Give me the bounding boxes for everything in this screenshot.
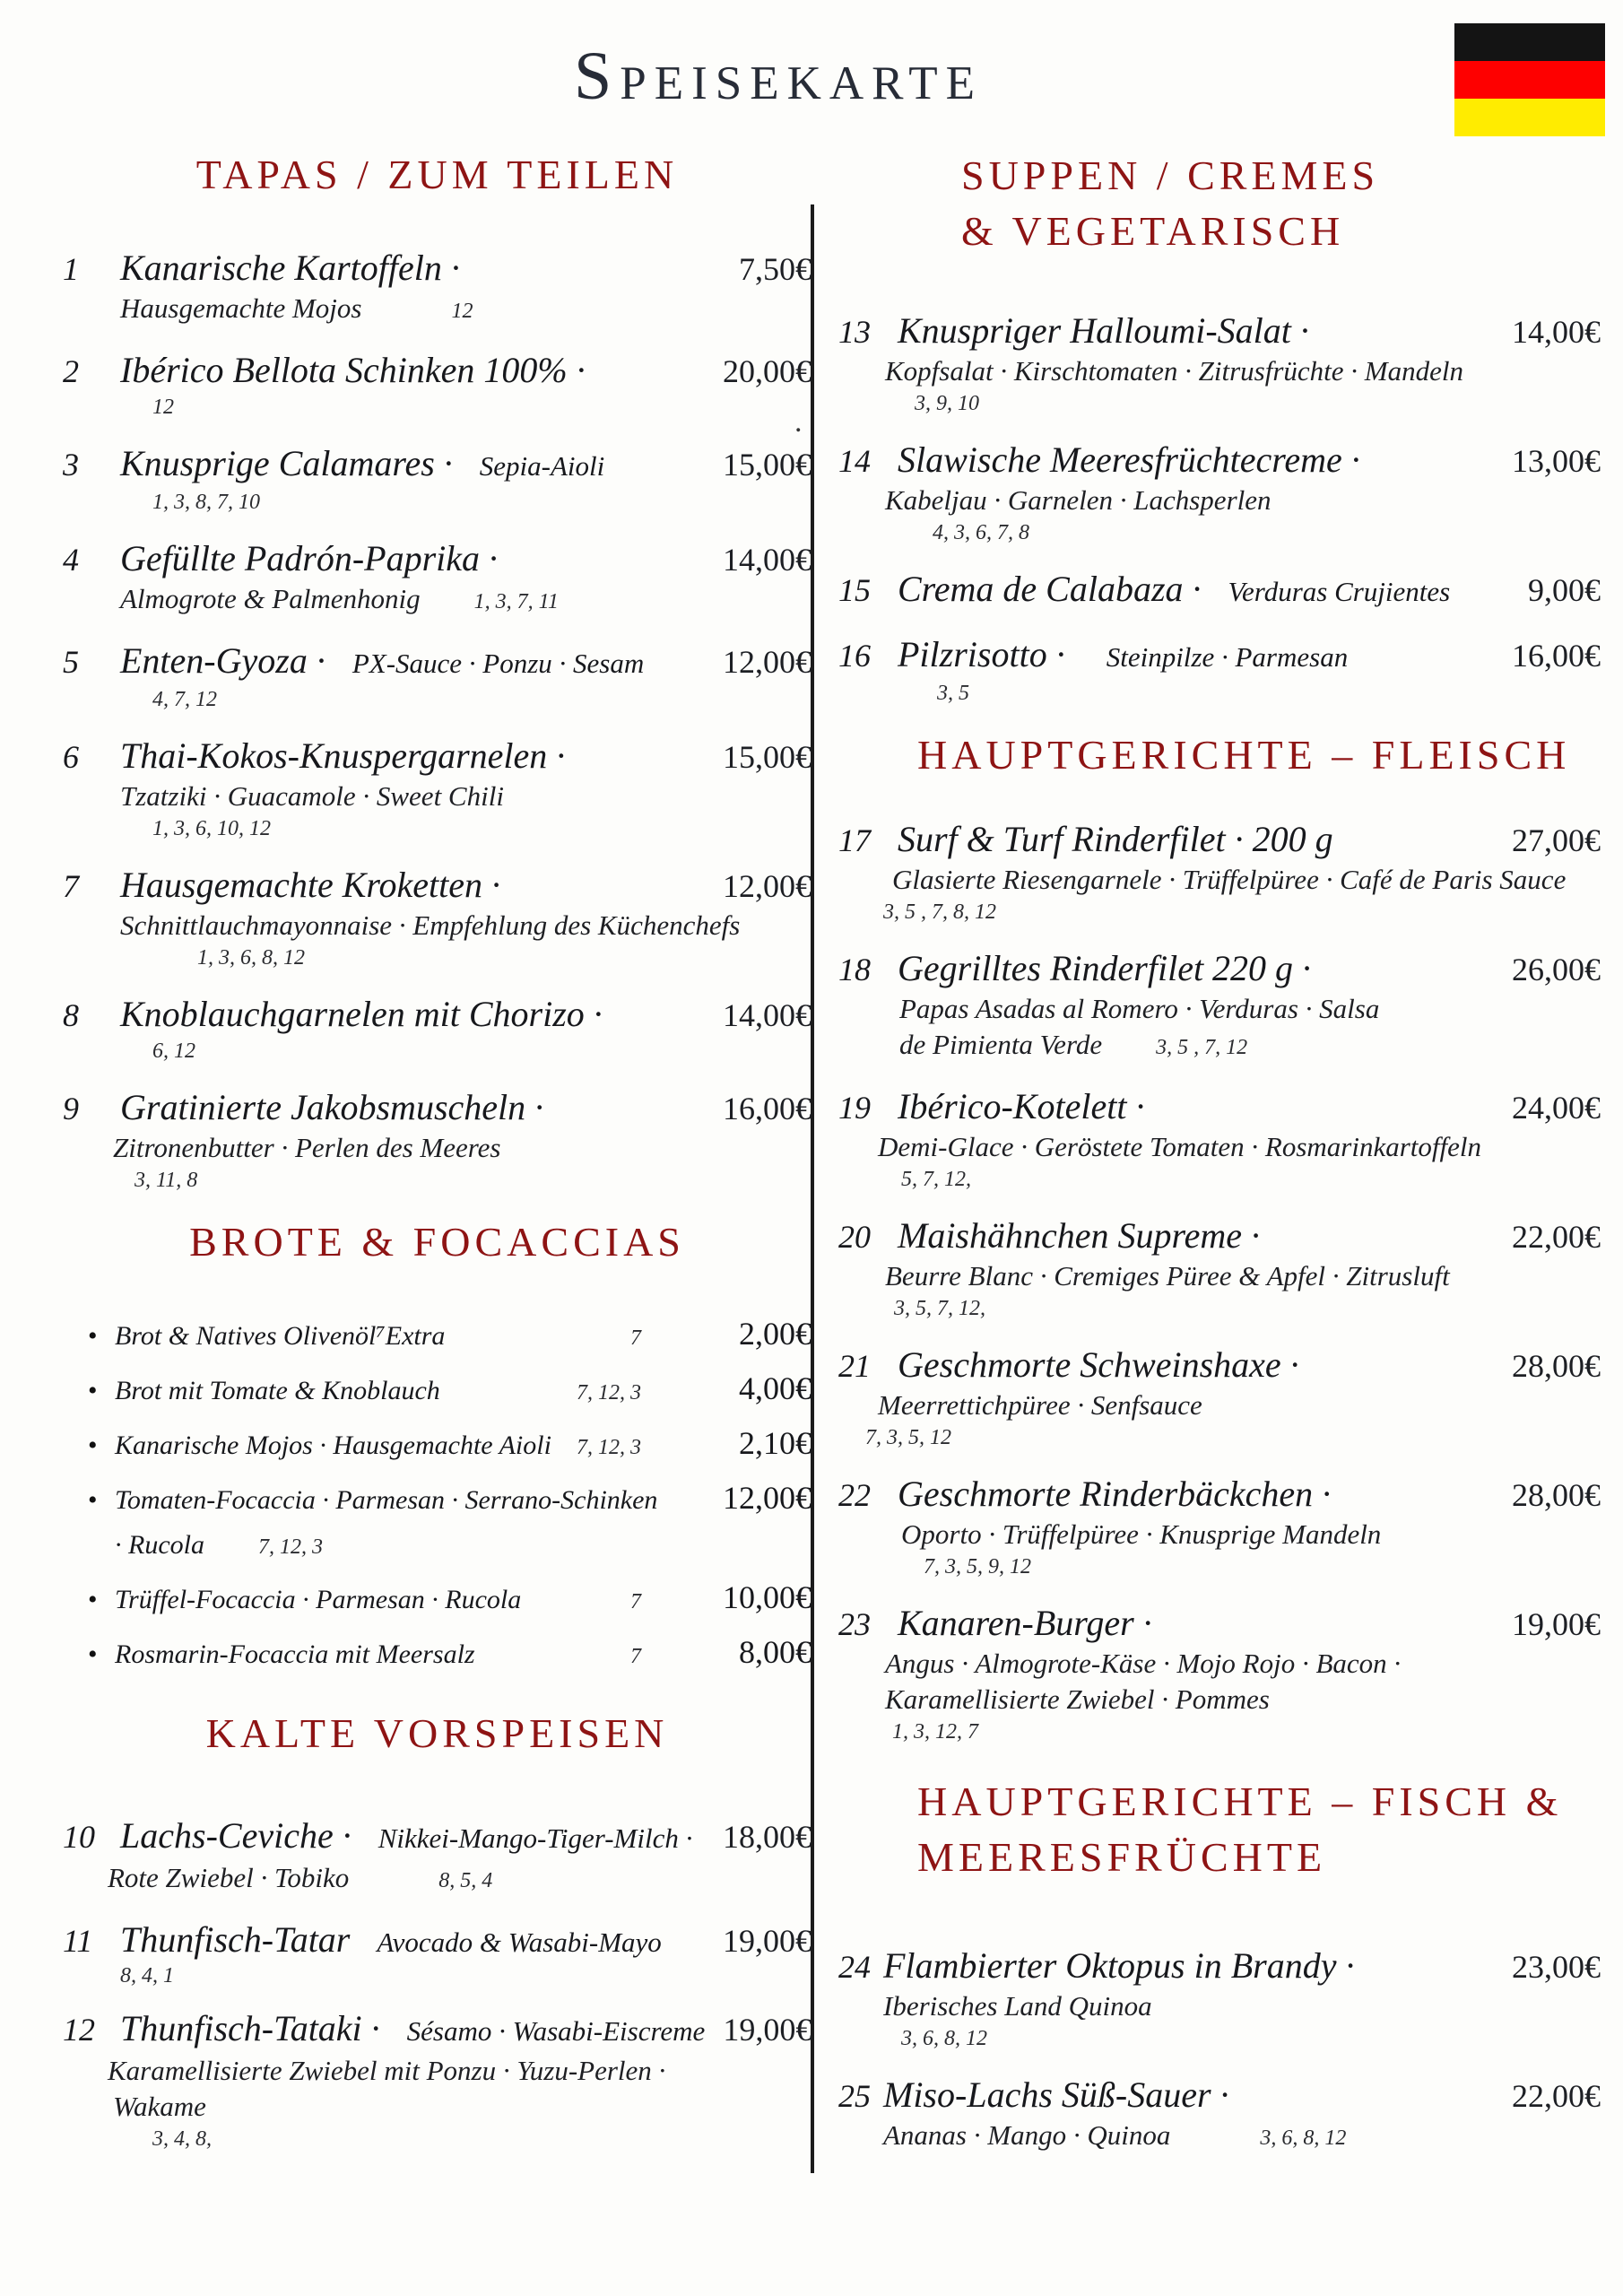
item-price: 12,00€ <box>723 644 812 680</box>
item-number: 15 <box>838 572 871 608</box>
item-description: Zitronenbutter · Perlen des Meeres <box>113 1132 501 1163</box>
item-number: 5 <box>63 644 79 680</box>
item-description: Papas Asadas al Romero · Verduras · Salsa <box>899 993 1380 1024</box>
item-description: Tzatziki · Guacamole · Sweet Chili <box>120 780 504 812</box>
page-title: Speisekarte <box>573 39 984 114</box>
item-description-line2: Karamellisierte Zwiebel · Pommes <box>885 1683 1270 1715</box>
item-subname: Sepia-Aioli <box>479 450 605 482</box>
item-name: Brot & Natives Olivenöl⁷Extra <box>115 1321 446 1351</box>
item-price: 14,00€ <box>723 542 812 578</box>
section-title-suppen: SUPPEN / CREMES & VEGETARISCH <box>961 152 1380 254</box>
menu-item-10 <box>63 1814 812 1899</box>
item-name: Ibérico-Kotelett · <box>898 1086 1145 1126</box>
item-name-line2: · Rucola <box>115 1530 204 1560</box>
menu-item-6 <box>63 735 812 844</box>
item-price: 28,00€ <box>1512 1348 1601 1384</box>
menu-item-3 <box>63 442 812 517</box>
item-name: Knusprige Calamares · <box>120 443 453 483</box>
item-price: 15,00€ <box>723 447 812 483</box>
item-description-line2: Wakame <box>113 2091 206 2122</box>
bread-item-2 <box>63 1369 812 1413</box>
item-allergens: 3, 11, 8 <box>135 1169 198 1192</box>
item-number: 9 <box>63 1091 79 1126</box>
item-price: 12,00€ <box>723 868 812 904</box>
item-allergens: 7, 12, 3 <box>577 1381 641 1405</box>
item-number: 12 <box>63 2012 95 2048</box>
item-price: 13,00€ <box>1512 443 1601 479</box>
menu-item-7 <box>63 864 812 973</box>
menu-item-9 <box>63 1086 812 1196</box>
item-description: Iberisches Land Quinoa <box>883 1990 1152 2022</box>
menu-item-17 <box>838 818 1601 927</box>
flag-band-gold <box>1454 99 1605 136</box>
menu-item-11 <box>63 1918 812 1987</box>
bullet-icon: • <box>88 1639 98 1669</box>
menu-item-16 <box>838 633 1601 709</box>
bread-item-5 <box>63 1578 812 1622</box>
german-flag <box>1454 23 1605 136</box>
item-price: 2,00€ <box>739 1316 812 1352</box>
menu-item-24 <box>838 1944 1601 2054</box>
item-allergens: 7, 3, 5, 9, 12 <box>924 1555 1031 1578</box>
item-name: Flambierter Oktopus in Brandy · <box>883 1945 1355 1986</box>
item-name: Gegrilltes Rinderfilet 220 g · <box>898 948 1312 988</box>
item-allergens: 4, 3, 6, 7, 8 <box>933 521 1029 544</box>
section-title-kalte-vorspeisen: KALTE VORSPEISEN <box>205 1710 669 1756</box>
item-subname: Steinpilze · Parmesan <box>1106 641 1349 673</box>
section-title-fisch: HAUPTGERICHTE – FISCH & MEERESFRÜCHTE <box>917 1779 1563 1880</box>
item-allergens: 8, 4, 1 <box>120 1964 174 1987</box>
item-name: Rosmarin-Focaccia mit Meersalz <box>115 1639 475 1669</box>
item-number: 11 <box>63 1923 93 1959</box>
item-description: Oporto · Trüffelpüree · Knusprige Mandeln <box>901 1518 1382 1550</box>
item-price: 20,00€ <box>723 353 812 389</box>
item-name: Kanarische Kartoffeln · <box>120 248 460 288</box>
item-allergens: 3, 5 <box>937 682 969 705</box>
item-price: 16,00€ <box>723 1091 812 1126</box>
bullet-icon: • <box>88 1585 98 1614</box>
stray-mark: . <box>794 405 803 439</box>
item-subname: Verduras Crujientes <box>1228 576 1451 607</box>
item-description: Angus · Almogrote-Käse · Mojo Rojo · Bacon · <box>885 1648 1402 1679</box>
item-number: 21 <box>838 1348 871 1384</box>
item-description: Rote Zwiebel · Tobiko 8, 5, 4 <box>108 1862 493 1893</box>
item-price: 19,00€ <box>723 2012 812 2048</box>
menu-item-5 <box>63 639 812 715</box>
item-name: Kanarische Mojos · Hausgemachte Aioli <box>115 1431 551 1460</box>
item-name: Maishähnchen Supreme · <box>898 1215 1260 1256</box>
item-name: Gratinierte Jakobsmuscheln · <box>120 1087 544 1127</box>
item-name: Gefüllte Padrón-Paprika · <box>120 538 499 578</box>
item-name: Pilzrisotto · <box>898 634 1065 674</box>
bread-item-4-line2 <box>63 1526 812 1567</box>
item-price: 27,00€ <box>1512 822 1601 858</box>
item-description: Beurre Blanc · Cremiges Püree & Apfel · Zitrusluft <box>885 1260 1450 1292</box>
flag-band-black <box>1454 23 1605 61</box>
item-description: Ananas · Mango · Quinoa 3, 6, 8, 12 <box>883 2119 1347 2151</box>
item-allergens: 12 <box>152 396 174 419</box>
item-price: 23,00€ <box>1512 1949 1601 1985</box>
item-allergens: 6, 12 <box>152 1039 195 1063</box>
item-subname: PX-Sauce · Ponzu · Sesam <box>352 648 645 679</box>
item-number: 3 <box>63 447 79 483</box>
item-name: Thunfisch-Tatar <box>120 1919 351 1960</box>
item-description: Almogrote & Palmenhonig 1, 3, 7, 11 <box>120 583 559 614</box>
item-number: 4 <box>63 542 79 578</box>
item-description: Karamellisierte Zwiebel mit Ponzu · Yuzu-Perlen · <box>108 2055 666 2086</box>
item-name: Enten-Gyoza · <box>120 640 325 681</box>
item-allergens: 3, 4, 8, <box>152 2127 212 2151</box>
item-allergens: 5, 7, 12, <box>901 1168 971 1191</box>
menu-item-2 <box>63 349 812 422</box>
item-name: Thai-Kokos-Knuspergarnelen · <box>120 735 566 776</box>
item-price: 18,00€ <box>723 1819 812 1855</box>
item-allergens: 8, 5, 4 <box>438 1869 493 1892</box>
bread-item-6 <box>63 1632 812 1676</box>
item-number: 22 <box>838 1477 871 1513</box>
item-description: Hausgemachte Mojos 12 <box>120 292 473 324</box>
item-price: 22,00€ <box>1512 1219 1601 1255</box>
item-name: Miso-Lachs Süß-Sauer · <box>883 2074 1229 2115</box>
item-price: 15,00€ <box>723 739 812 775</box>
item-price: 12,00€ <box>723 1480 812 1516</box>
item-allergens: 7, 12, 3 <box>577 1436 641 1459</box>
item-number: 23 <box>838 1606 871 1642</box>
bread-item-4 <box>63 1478 812 1520</box>
item-allergens: 12 <box>451 300 473 323</box>
bread-item-1 <box>63 1314 812 1358</box>
bullet-icon: • <box>88 1485 98 1515</box>
menu-item-14 <box>838 439 1601 548</box>
bread-item-3 <box>63 1423 812 1467</box>
item-allergens: 3, 6, 8, 12 <box>901 2027 987 2050</box>
item-allergens: 7, 3, 5, 12 <box>865 1426 951 1449</box>
item-number: 6 <box>63 739 79 775</box>
item-name: Ibérico Bellota Schinken 100% · <box>120 350 586 390</box>
item-description: Demi-Glace · Geröstete Tomaten · Rosmarinkartoffeln <box>878 1131 1482 1162</box>
menu-item-20 <box>838 1214 1601 1324</box>
item-number: 10 <box>63 1819 95 1855</box>
item-price: 16,00€ <box>1512 638 1601 674</box>
item-allergens: 4, 7, 12 <box>152 688 217 711</box>
item-number: 2 <box>63 353 79 389</box>
menu-item-23 <box>838 1602 1601 1747</box>
item-allergens: 3, 5, 7, 12, <box>894 1297 985 1320</box>
item-name: Trüffel-Focaccia · Parmesan · Rucola <box>115 1585 522 1614</box>
item-allergens: 1, 3, 6, 8, 12 <box>197 946 305 970</box>
menu-item-22 <box>838 1473 1601 1582</box>
item-subname: Nikkei-Mango-Tiger-Milch · <box>378 1822 693 1854</box>
bullet-icon: • <box>88 1376 98 1405</box>
item-description-line2: de Pimienta Verde 3, 5 , 7, 12 <box>899 1029 1248 1060</box>
item-price: 10,00€ <box>723 1579 812 1615</box>
item-number: 16 <box>838 638 871 674</box>
bullet-icon: • <box>88 1321 98 1351</box>
item-number: 19 <box>838 1090 871 1126</box>
item-allergens: 1, 3, 7, 11 <box>473 590 559 613</box>
item-number: 25 <box>838 2078 871 2114</box>
item-subname: Sésamo · Wasabi-Eiscreme <box>406 2015 706 2047</box>
item-price: 24,00€ <box>1512 1090 1601 1126</box>
item-number: 13 <box>838 314 871 350</box>
item-allergens: 3, 5 , 7, 8, 12 <box>883 900 996 924</box>
left-column <box>63 148 812 2174</box>
item-name: Knoblauchgarnelen mit Chorizo · <box>120 994 603 1034</box>
item-name: Slawische Meeresfrüchtecreme · <box>898 439 1360 480</box>
section-title-fleisch: HAUPTGERICHTE – FLEISCH <box>917 732 1571 778</box>
item-allergens: 7 <box>630 1326 641 1350</box>
item-description: Meerrettichpüree · Senfsauce <box>878 1389 1202 1421</box>
item-name: Thunfisch-Tataki · <box>120 2008 380 2048</box>
flag-band-red <box>1454 61 1605 99</box>
item-price: 28,00€ <box>1512 1477 1601 1513</box>
item-description: Kabeljau · Garnelen · Lachsperlen <box>885 484 1271 516</box>
item-number: 14 <box>838 443 871 479</box>
menu-item-25 <box>838 2074 1601 2156</box>
menu-item-13 <box>838 309 1601 419</box>
item-price: 2,10€ <box>739 1425 812 1461</box>
item-name: Hausgemachte Kroketten · <box>120 865 500 905</box>
item-name: Knuspriger Halloumi-Salat · <box>898 310 1309 351</box>
item-allergens: 3, 9, 10 <box>915 392 979 415</box>
item-name: Lachs-Ceviche · <box>120 1815 352 1856</box>
item-price: 4,00€ <box>739 1370 812 1406</box>
item-name: Tomaten-Focaccia · Parmesan · Serrano-Schinken <box>115 1485 658 1515</box>
item-description: Kopfsalat · Kirschtomaten · Zitrusfrüchte · Mandeln <box>885 355 1463 387</box>
item-number: 1 <box>63 251 79 287</box>
item-price: 22,00€ <box>1512 2078 1601 2114</box>
item-price: 14,00€ <box>723 997 812 1033</box>
menu-item-21 <box>838 1344 1601 1453</box>
item-price: 19,00€ <box>723 1923 812 1959</box>
item-allergens: 1, 3, 8, 7, 10 <box>152 491 260 514</box>
item-allergens: 7 <box>630 1590 641 1613</box>
section-title-tapas: TAPAS / ZUM TEILEN <box>195 152 679 197</box>
item-price: 7,50€ <box>739 251 812 287</box>
menu-item-15 <box>838 568 1601 613</box>
item-price: 9,00€ <box>1528 572 1601 608</box>
section-title-brote: BROTE & FOCACCIAS <box>189 1219 685 1265</box>
item-allergens: 3, 6, 8, 12 <box>1260 2126 1347 2150</box>
item-number: 18 <box>838 952 871 987</box>
menu-item-8 <box>63 993 812 1066</box>
menu-item-19 <box>838 1085 1601 1195</box>
item-number: 8 <box>63 997 79 1033</box>
item-number: 7 <box>63 868 79 904</box>
item-allergens: 7 <box>630 1645 641 1668</box>
item-allergens: 7, 12, 3 <box>257 1535 323 1559</box>
item-name: Brot mit Tomate & Knoblauch <box>115 1376 440 1405</box>
menu-item-1 <box>63 247 812 329</box>
item-number: 24 <box>838 1949 871 1985</box>
item-price: 26,00€ <box>1512 952 1601 987</box>
bullet-icon: • <box>88 1431 98 1460</box>
item-allergens: 1, 3, 12, 7 <box>892 1720 978 1744</box>
item-number: 17 <box>838 822 871 858</box>
item-name: Geschmorte Schweinshaxe · <box>898 1344 1299 1385</box>
item-name: Geschmorte Rinderbäckchen · <box>898 1474 1332 1514</box>
item-name: Kanaren-Burger · <box>898 1603 1152 1643</box>
menu-item-18 <box>838 947 1601 1065</box>
item-description: Glasierte Riesengarnele · Trüffelpüree · Café de Paris Sauce <box>892 864 1567 895</box>
item-price: 14,00€ <box>1512 314 1601 350</box>
item-price: 19,00€ <box>1512 1606 1601 1642</box>
menu-item-12 <box>63 2007 812 2154</box>
item-description: Schnittlauchmayonnaise · Empfehlung des Küchenchefs <box>120 909 741 941</box>
right-column <box>838 148 1601 2176</box>
item-subname: Avocado & Wasabi-Mayo <box>377 1926 662 1958</box>
item-name: Crema de Calabaza · <box>898 569 1202 609</box>
item-allergens: 1, 3, 6, 10, 12 <box>152 817 271 840</box>
item-name: Surf & Turf Rinderfilet · 200 g <box>898 819 1333 859</box>
menu-item-4 <box>63 537 812 620</box>
item-number: 20 <box>838 1219 871 1255</box>
item-allergens: 3, 5 , 7, 12 <box>1156 1036 1248 1059</box>
item-price: 8,00€ <box>739 1634 812 1670</box>
